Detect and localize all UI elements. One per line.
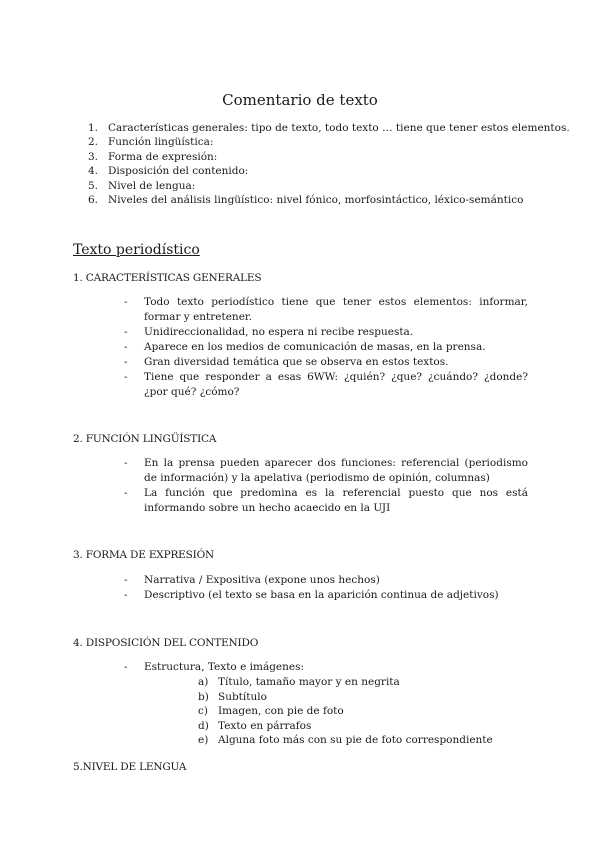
list-item <box>198 690 493 705</box>
list-item <box>198 675 493 690</box>
item-number: 6. <box>88 194 99 207</box>
list-item <box>124 660 528 675</box>
list-item <box>124 295 528 325</box>
item-letter: d) <box>198 719 209 732</box>
item-text: Disposición del contenido: <box>108 165 249 178</box>
item-text: Características generales: tipo de texto, todo texto … tiene que tener estos elementos. <box>108 122 570 134</box>
page-title: Comentario de texto <box>222 91 378 109</box>
list-item <box>124 456 528 486</box>
list-item <box>88 193 570 207</box>
dash-bullet: - <box>124 371 128 383</box>
dash-bullet: - <box>124 574 128 586</box>
dash-bullet: - <box>124 589 128 601</box>
list-item <box>88 164 570 178</box>
item-letter: c) <box>198 705 208 718</box>
list-item <box>198 733 493 748</box>
item-text: Función lingüística: <box>108 136 214 149</box>
section-heading-forma: 3. FORMA DE EXPRESIÓN <box>73 549 214 561</box>
list-item <box>198 719 493 734</box>
section-heading-disposicion: 4. DISPOSICIÓN DEL CONTENIDO <box>73 637 259 649</box>
list-item <box>124 370 528 400</box>
list-item <box>124 355 528 370</box>
section-heading-nivel-lengua: 5.NIVEL DE LENGUA <box>73 761 187 773</box>
section-heading-caracteristicas: 1. CARACTERÍSTICAS GENERALES <box>73 272 262 284</box>
item-number: 2. <box>88 136 99 149</box>
dash-bullet: - <box>124 296 128 308</box>
bullet-list-forma <box>124 573 528 603</box>
item-text: Título, tamaño mayor y en negrita <box>218 676 400 688</box>
item-text: Descriptivo (el texto se basa en la aparición continua de adjetivos) <box>144 589 499 601</box>
item-text: La función que predomina es la referencial puesto que nos está informando sobre un hecho acaecido en la UJI <box>144 487 528 514</box>
section-heading-funcion: 2. FUNCIÓN LINGÜÍSTICA <box>73 433 217 445</box>
item-number: 1. <box>88 122 99 134</box>
dash-bullet: - <box>124 356 128 368</box>
item-number: 5. <box>88 179 99 192</box>
item-letter: b) <box>198 690 209 703</box>
item-letter: e) <box>198 734 209 747</box>
numbered-list <box>88 121 570 207</box>
item-text: Subtítulo <box>218 690 267 703</box>
item-number: 3. <box>88 150 99 163</box>
list-item <box>88 150 570 164</box>
list-item <box>124 486 528 516</box>
item-text: Niveles del análisis lingüístico: nivel fónico, morfosintáctico, léxico-semántico <box>108 194 524 207</box>
list-item <box>124 588 528 603</box>
item-text: En la prensa pueden aparecer dos funciones: referencial (periodismo de información) y la apelativa (periodismo de opinión, columnas) <box>144 457 528 484</box>
section-title: Texto periodístico <box>73 242 200 258</box>
bullet-list-caracteristicas <box>124 295 528 400</box>
list-item <box>88 179 570 193</box>
bullet-list-funcion <box>124 456 528 516</box>
dash-bullet: - <box>124 341 128 353</box>
bullet-list-disposicion <box>124 660 528 675</box>
list-item <box>124 340 528 355</box>
item-text: Todo texto periodístico tiene que tener estos elementos: informar, formar y entretener. <box>144 296 528 323</box>
list-item <box>88 135 570 149</box>
item-text: Unidireccionalidad, no espera ni recibe respuesta. <box>144 326 414 338</box>
item-text: Narrativa / Expositiva (expone unos hechos) <box>144 574 380 586</box>
item-number: 4. <box>88 165 99 178</box>
lettered-sublist <box>198 675 493 748</box>
item-text: Estructura, Texto e imágenes: <box>144 661 305 673</box>
item-text: Texto en párrafos <box>218 719 312 732</box>
dash-bullet: - <box>124 326 128 338</box>
list-item <box>124 325 528 340</box>
list-item <box>88 121 570 135</box>
item-text: Aparece en los medios de comunicación de masas, en la prensa. <box>144 341 486 353</box>
dash-bullet: - <box>124 457 128 469</box>
item-text: Gran diversidad temática que se observa en estos textos. <box>144 356 449 368</box>
list-item <box>198 704 493 719</box>
dash-bullet: - <box>124 487 128 499</box>
item-text: Imagen, con pie de foto <box>218 705 344 718</box>
list-item <box>124 573 528 588</box>
item-letter: a) <box>198 676 209 688</box>
item-text: Forma de expresión: <box>108 150 218 163</box>
item-text: Tiene que responder a esas 6WW: ¿quién? ¿que? ¿cuándo? ¿donde? ¿por qué? ¿cómo? <box>144 371 528 398</box>
item-text: Alguna foto más con su pie de foto correspondiente <box>218 734 493 747</box>
item-text: Nivel de lengua: <box>108 179 196 192</box>
dash-bullet: - <box>124 661 128 673</box>
